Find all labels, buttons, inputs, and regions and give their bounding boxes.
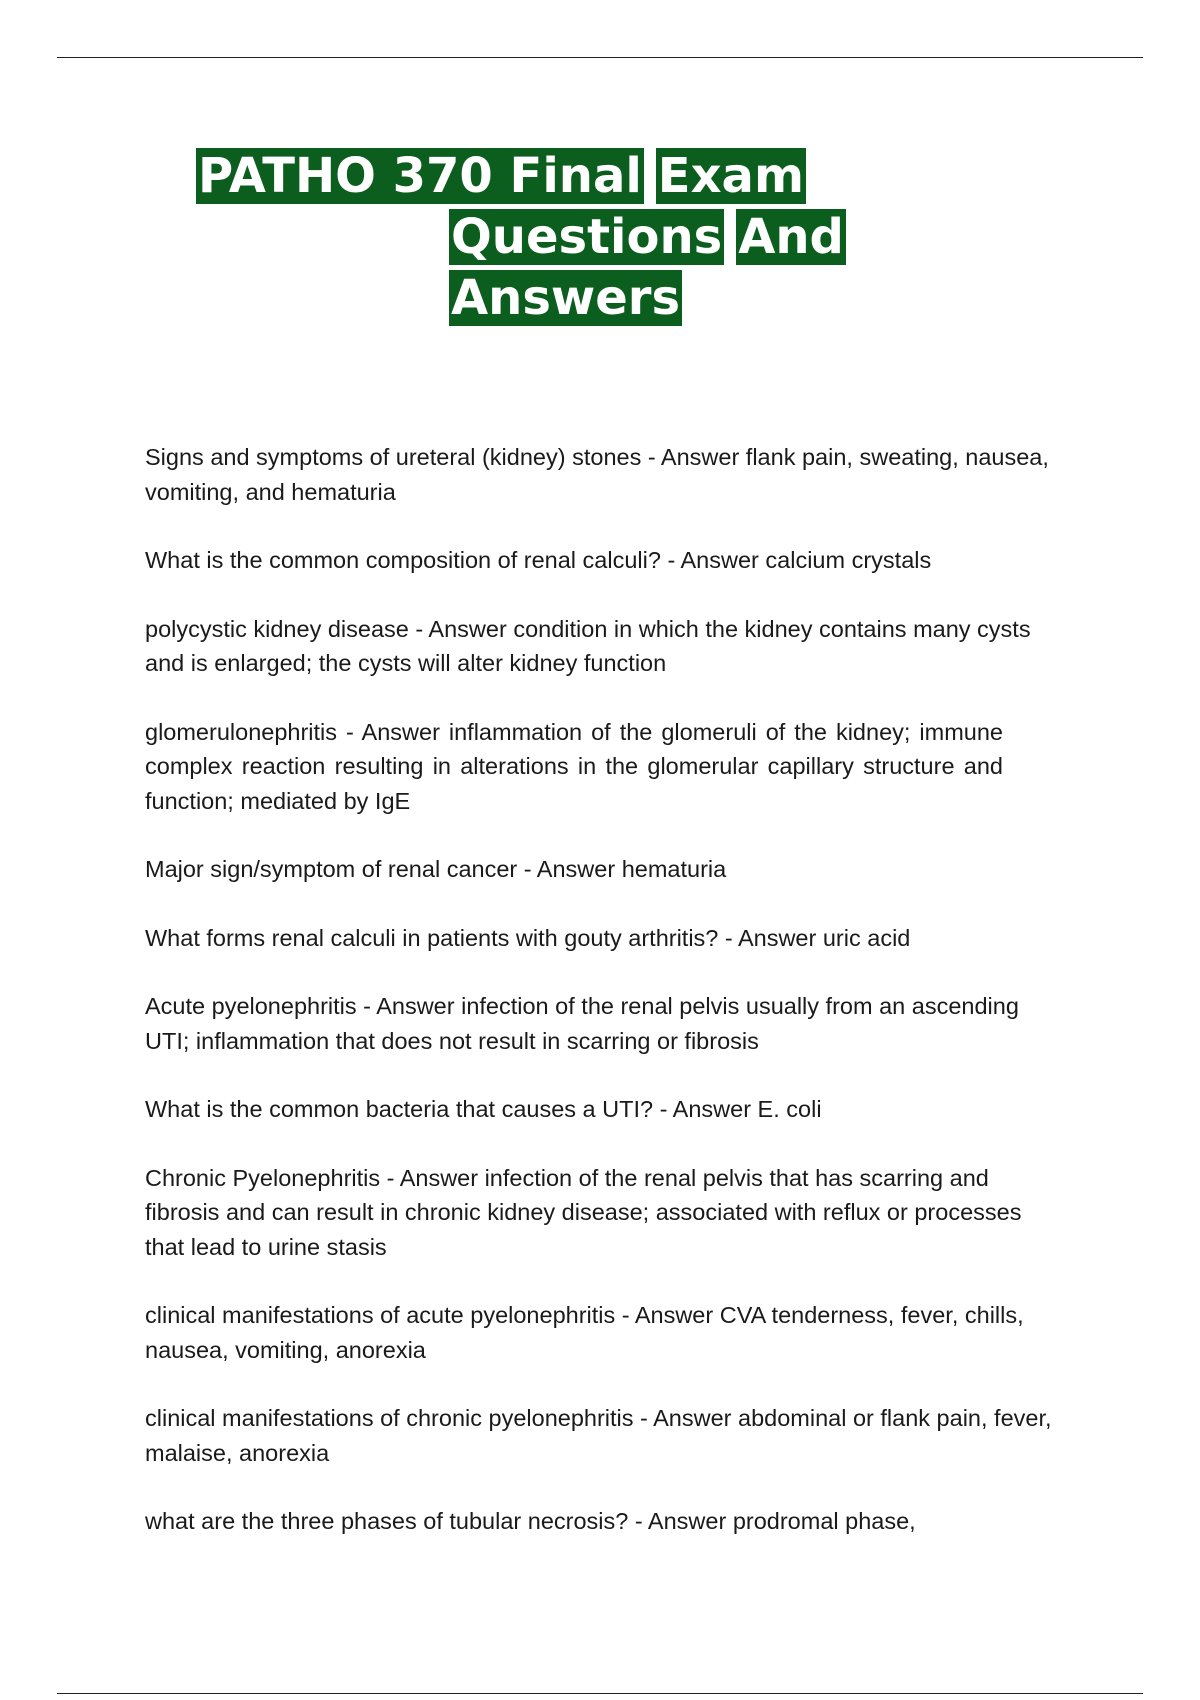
qa-item: clinical manifestations of acute pyelonephritis - Answer CVA tenderness, fever, chills, nausea, vomiting, anorexia bbox=[145, 1302, 1024, 1363]
title-word-group: Questions bbox=[451, 209, 723, 265]
qa-item: Major sign/symptom of renal cancer - Answer hematuria bbox=[145, 856, 727, 882]
title-line-3 bbox=[449, 268, 682, 329]
qa-item: what are the three phases of tubular necrosis? - Answer prodromal phase, bbox=[145, 1508, 916, 1534]
title-line-2 bbox=[449, 207, 846, 268]
qa-item: What forms renal calculi in patients with gouty arthritis? - Answer uric acid bbox=[145, 924, 911, 951]
qa-item: polycystic kidney disease - Answer condition in which the kidney contains many cysts and is enlarged; the cysts will alter kidney function bbox=[145, 615, 1031, 676]
qa-item: glomerulonephritis - Answer inflammation of the glomeruli of the kidney; immune complex reaction resulting in alterations in the glomerular capillary structure and function; mediated by IgE bbox=[145, 718, 1003, 814]
qa-item: Signs and symptoms of ureteral (kidney) stones - Answer flank pain, sweating, nausea, vomiting, and hematuria bbox=[145, 444, 1049, 505]
top-divider bbox=[57, 57, 1143, 58]
title-word-group: And bbox=[738, 209, 844, 265]
qa-item: clinical manifestations of chronic pyelonephritis - Answer abdominal or flank pain, fever, malaise, anorexia bbox=[145, 1405, 1052, 1466]
qa-item: What is the common bacteria that causes a UTI? - Answer E. coli bbox=[145, 1096, 822, 1122]
qa-item: Chronic Pyelonephritis - Answer infection of the renal pelvis that has scarring and fibrosis and can result in chronic kidney disease; associated with reflux or processes that lead to urine stasis bbox=[145, 1164, 1022, 1260]
title-line-1 bbox=[196, 146, 806, 207]
qa-item: Acute pyelonephritis - Answer infection of the renal pelvis usually from an ascending UTI; inflammation that does not result in scarring or fibrosis bbox=[145, 993, 1019, 1054]
title-word-group: Exam bbox=[657, 148, 804, 204]
title-word-group: Answers bbox=[451, 270, 681, 326]
title-word-group: PATHO 370 Final bbox=[198, 148, 642, 204]
qa-list bbox=[145, 440, 1060, 1573]
bottom-divider bbox=[57, 1693, 1143, 1694]
qa-item: What is the common composition of renal calculi? - Answer calcium crystals bbox=[145, 547, 932, 573]
